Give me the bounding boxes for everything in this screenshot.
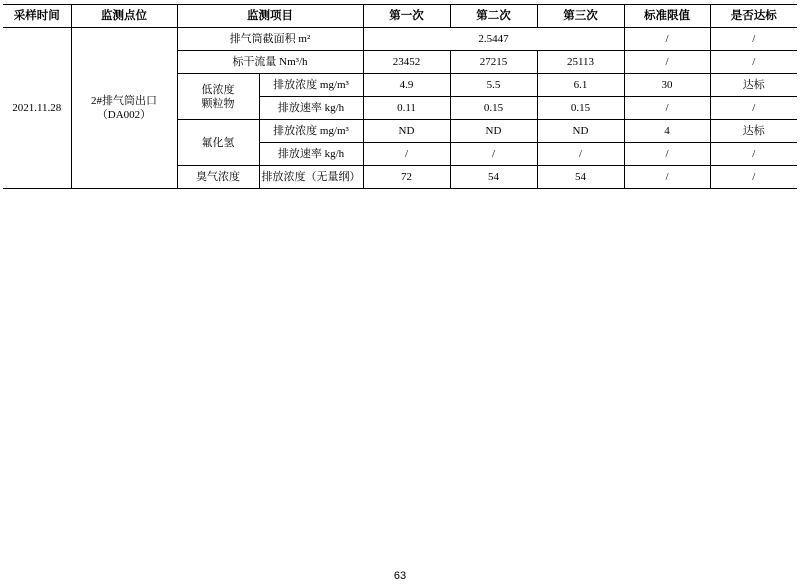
item-odor-concentration: 排放浓度（无量纲）	[259, 166, 363, 189]
location-cell	[71, 28, 177, 189]
value-cell: 27215	[450, 51, 537, 74]
value-cell: 25113	[537, 51, 624, 74]
header-sampling-time: 采样时间	[3, 5, 71, 28]
sample-date-cell: 2021.11.28	[3, 28, 71, 189]
compliance-cell: /	[710, 51, 797, 74]
group-particulate	[177, 74, 259, 120]
item-stack-area: 排气筒截面积 m²	[177, 28, 363, 51]
compliance-cell: /	[710, 28, 797, 51]
header-monitoring-item: 监测项目	[177, 5, 363, 28]
header-second: 第二次	[450, 5, 537, 28]
value-cell: ND	[450, 120, 537, 143]
value-cell: 54	[537, 166, 624, 189]
limit-cell: 4	[624, 120, 710, 143]
item-emission-rate: 排放速率 kg/h	[259, 97, 363, 120]
group-odor: 臭气浓度	[177, 166, 259, 189]
item-emission-concentration: 排放浓度 mg/m³	[259, 120, 363, 143]
location-name: 2#排气筒出口	[91, 95, 157, 107]
limit-cell: /	[624, 97, 710, 120]
monitoring-table	[3, 4, 797, 189]
table-row	[3, 28, 797, 51]
limit-cell: 30	[624, 74, 710, 97]
group-hydrogen-fluoride: 氟化氢	[177, 120, 259, 166]
value-cell: 5.5	[450, 74, 537, 97]
value-cell: /	[363, 143, 450, 166]
value-cell: /	[450, 143, 537, 166]
header-third: 第三次	[537, 5, 624, 28]
compliance-cell: /	[710, 166, 797, 189]
header-compliance: 是否达标	[710, 5, 797, 28]
value-cell: 0.11	[363, 97, 450, 120]
value-cell: 72	[363, 166, 450, 189]
item-emission-concentration: 排放浓度 mg/m³	[259, 74, 363, 97]
value-cell: 54	[450, 166, 537, 189]
compliance-cell: 达标	[710, 74, 797, 97]
table-header	[3, 5, 797, 28]
compliance-cell: /	[710, 143, 797, 166]
group-particulate-line2: 颗粒物	[201, 97, 235, 110]
compliance-cell: 达标	[710, 120, 797, 143]
compliance-cell: /	[710, 97, 797, 120]
limit-cell: /	[624, 143, 710, 166]
stack-area-value: 2.5447	[363, 28, 624, 51]
item-dry-flow: 标干流量 Nm³/h	[177, 51, 363, 74]
value-cell: 23452	[363, 51, 450, 74]
value-cell: 6.1	[537, 74, 624, 97]
value-cell: ND	[537, 120, 624, 143]
value-cell: 4.9	[363, 74, 450, 97]
limit-cell: /	[624, 51, 710, 74]
header-standard-limit: 标准限值	[624, 5, 710, 28]
group-particulate-line1: 低浓度	[201, 83, 235, 96]
page-number: 63	[393, 570, 407, 582]
location-code: （DA002）	[96, 109, 152, 121]
item-emission-rate: 排放速率 kg/h	[259, 143, 363, 166]
value-cell: 0.15	[450, 97, 537, 120]
value-cell: 0.15	[537, 97, 624, 120]
header-monitoring-point: 监测点位	[71, 5, 177, 28]
value-cell: ND	[363, 120, 450, 143]
header-first: 第一次	[363, 5, 450, 28]
limit-cell: /	[624, 166, 710, 189]
limit-cell: /	[624, 28, 710, 51]
value-cell: /	[537, 143, 624, 166]
